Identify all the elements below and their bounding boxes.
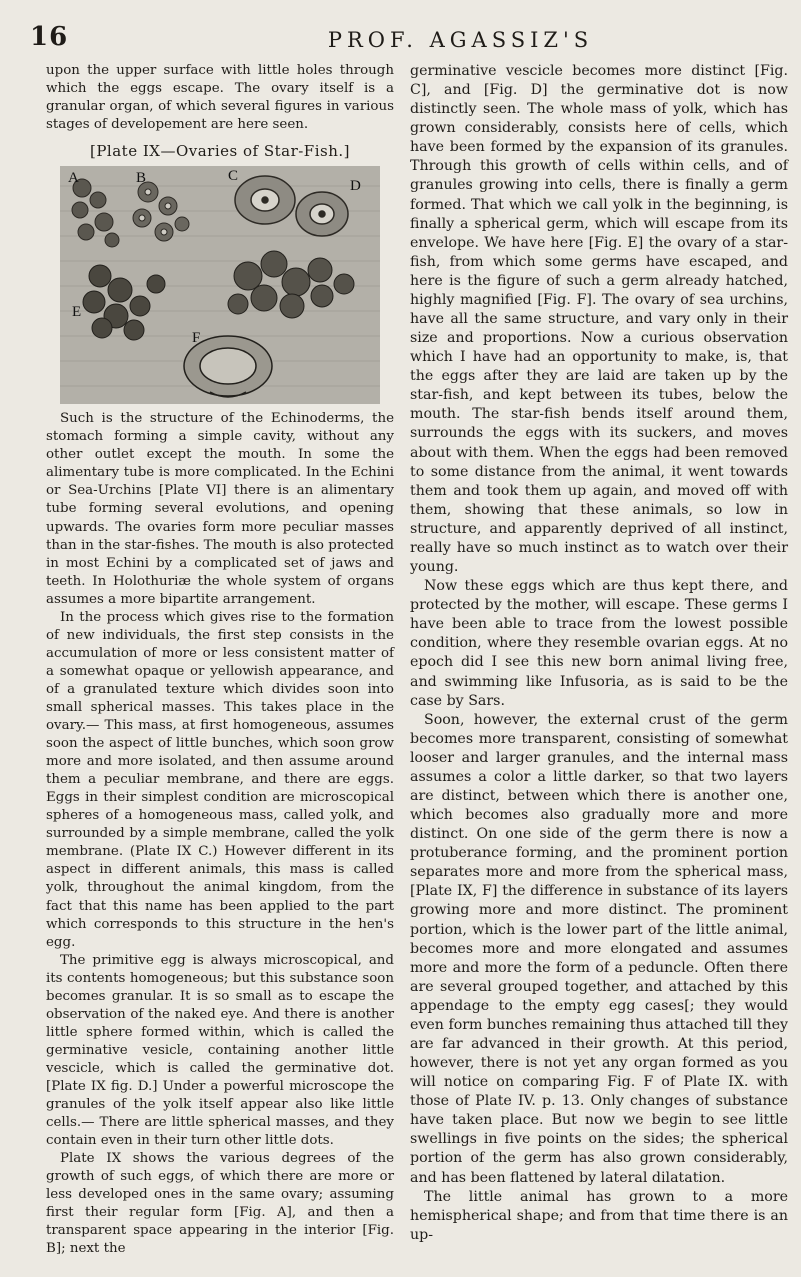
paragraph-formation: In the process which gives rise to the formation of new individuals, the first step consists in the accumulation of more or less consistent matter of a somewhat opaque or yellowish appearance, and of a granulated texture which divides soon into small spherical masses. This takes place in the ovary.— This mass, at first homogeneous, assumes soon the aspect of little bunches, which soon grow more and more isolated, and then assume around them a peculiar membrane, and there are eggs. Eggs in their simplest condition are microscopical spheres of a homogeneous mass, called yolk, and surrounded by a simple membrane, called the yolk membrane. (Plate IX C.) However different in its aspect in different animals, this mass is called yolk, throughout the animal kingdom, from the fact that this name has been applied to the part which corresponds to this structure in the hen's egg. (46, 609, 394, 950)
plate-label-d: D (350, 178, 361, 195)
plate-label-f: F (192, 330, 201, 347)
plate-label-a: A (68, 170, 79, 187)
paragraph-echinoderms: Such is the structure of the Echinoderms, the stomach forming a simple cavity, without any other outlet except the mouth. In some the alimentary tube is more complicated. In the Echini or Sea-Urchins [Plate VI] there is an alimentary tube forming several evolutions, and opening upwards. The ovaries form more peculiar masses than in the star-fishes. The mouth is also protected in most Echini by a complicated set of jaws and teeth. In Holothuriæ the whole system of organs assumes a more bipartite arrangement. (46, 411, 394, 607)
plate-caption: [Plate IX—Ovaries of Star-Fish.] (89, 142, 350, 161)
running-head: PROF. AGASSIZ'S (327, 28, 594, 52)
plate-label-e: E (72, 304, 82, 321)
paragraph-plate-ix: Plate IX shows the various degrees of the growth of such eggs, of which there are more or less developed ones in the same ovary; assuming first their regular form [Fig. A], and then a transparent space appearing in the interior [Fig. B]; next the (46, 1151, 394, 1257)
plate-label-c: C (228, 168, 239, 185)
ovary-engraving (60, 166, 380, 404)
paragraph-germinative: germinative vescicle becomes more distinct [Fig. C], and [Fig. D] the germinative dot is now distinctly seen. The whole mass of yolk, which has grown considerably, consists here of cells, which have been formed by the expansion of its granules. Through this growth of cells within cells, and of granules growing into cells, there is finally a germ formed. That which we call yolk in the beginning, is finally a spherical germ, which will escape from its envelope. We have here [Fig. E] the ovary of a star-fish, from which some germs have escaped, and here is the figure of such a germ already hatched, highly magnified [Fig. F]. The ovary of sea urchins, have all the same structure, and vary only in their size and proportions. Now a curious observation which I have had an opportunity to make, is, that the eggs after they are laid are taken up by the star-fish, and kept between its tubes, below the mouth. The star-fish bends itself around them, surrounds the eggs with its suckers, and moves about with them. When the eggs had been removed to some distance from the animal, it went towards them and took them up again, and moved off with them, showing that these animals, so low in structure, and apparently deprived of all instinct, really have so much instinct as to watch over their young. (410, 63, 788, 576)
page-number: 16 (30, 22, 69, 52)
paragraph-hemispherical: The little animal has grown to a more hemispherical shape; and from that time there is an up- (410, 1188, 788, 1243)
plate-label-b: B (136, 170, 147, 187)
intro-paragraph: upon the upper surface with little holes through which the eggs escape. The ovary itself is a granular organ, of which several figures in various stages of developement are here seen. (46, 63, 394, 133)
paragraph-eggs-kept: Now these eggs which are thus kept there, and protected by the mother, will escape. These germs I have been able to trace from the lowest possible condition, where they resemble ovarian eggs. At no epoch did I see this new born animal living free, and swimming like Infusoria, as is said to be the case by Sars. (410, 578, 788, 709)
left-column (46, 62, 394, 1258)
figure-d (296, 192, 348, 236)
figure-c (235, 176, 295, 224)
paragraph-primitive-egg: The primitive egg is always microscopical, and its contents homogeneous; but this substance soon becomes granular. It is so small as to escape the observation of the naked eye. And there is another little sphere formed within, which is called the germinative vesicle, containing another little vescicle, which is called the germinative dot. [Plate IX fig. D.] Under a powerful microscope the granules of the yolk itself appear also like little cells.— There are little spherical masses, and they contain even in their turn other little dots. (46, 952, 394, 1149)
right-column (410, 62, 788, 1245)
paragraph-external-crust: Soon, however, the external crust of the germ becomes more transparent, consisting of somewhat looser and larger granules, and the internal mass assumes a color a little darker, so that two layers are distinct, between which there is another one, which becomes also gradually more and more distinct. On one side of the germ there is now a protuberance forming, and the prominent portion separates more and more from the spherical mass, [Plate IX, F] the difference in substance of its layers growing more and more distinct. The prominent portion, which is the lower part of the little animal, becomes more and more elongated and assumes more and more the form of a peduncle. Often there are several grouped together, and attached by this appendage to the empty egg cases[; they would even form bunches remaining thus attached till they are far advanced in their growth. At this period, however, there is not yet any organ formed as you will notice on comparing Fig. F of Plate IX. with those of Plate IV. p. 13. Only changes of substance have taken place. But now we begin to see little swellings in five points on the sides; the spherical portion of the germ has also grown considerably, and has been flattened by lateral dilatation. (410, 711, 788, 1186)
page-header (0, 12, 801, 52)
plate-illustration (60, 166, 380, 404)
